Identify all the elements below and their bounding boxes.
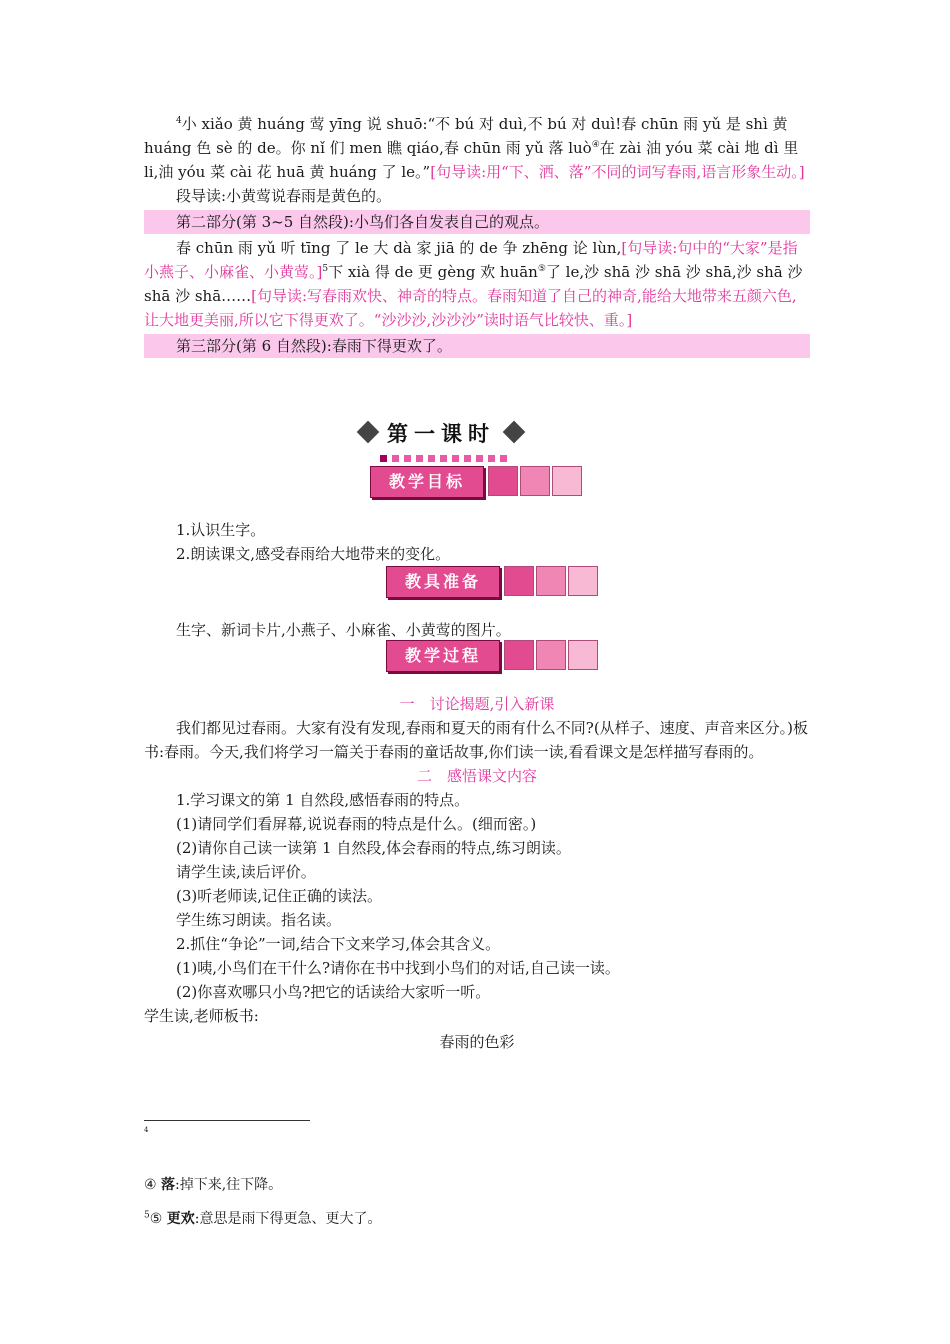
step-one-heading: 一 讨论揭题,引入新课 — [399, 695, 555, 713]
footnote-definition: :意思是雨下得更急、更大了。 — [194, 1211, 382, 1227]
square-icon — [488, 466, 518, 496]
footnote-marker: ④ — [591, 140, 600, 150]
footnote-marker: ④ — [144, 1177, 157, 1193]
part-two-band: 第二部分(第 3~5 自然段):小鸟们各自发表自己的观点。 — [144, 210, 810, 234]
step-line: 2.抓住“争论”一词,结合下文来学习,体会其含义。 — [176, 935, 501, 953]
step-line: (3)听老师读,记住正确的读法。 — [176, 887, 383, 905]
paragraph-5 — [144, 236, 810, 332]
step-line: (1)咦,小鸟们在干什么?请你在书中找到小鸟们的对话,自己读一读。 — [176, 959, 620, 977]
paragraph-text: 下 xià 得 de 更 gèng 欢 huān — [328, 263, 538, 281]
footnote-word: 更欢 — [166, 1211, 195, 1227]
goals-list — [144, 518, 810, 566]
goal-item: 2.朗读课文,感受春雨给大地带来的变化。 — [176, 545, 451, 563]
lesson-title: 第一课时 — [387, 422, 495, 446]
square-icon — [520, 466, 550, 496]
lesson-title-banner — [366, 412, 536, 462]
process-section — [144, 692, 810, 1054]
lesson-text — [144, 112, 810, 360]
square-icon — [504, 566, 534, 596]
square-icon — [568, 640, 598, 670]
footnote-divider — [144, 1120, 310, 1121]
board-text: 春雨的色彩 — [439, 1033, 515, 1051]
footnote-4 — [144, 1174, 282, 1194]
square-icon — [504, 640, 534, 670]
goal-item: 1.认识生字。 — [176, 521, 266, 539]
tools-label: 教具准备 — [386, 566, 500, 598]
paragraph-guide: 段导读:小黄莺说春雨是黄色的。 — [176, 187, 392, 205]
paragraph-text: 在 zài 油 yóu 菜 cài 地 dì 里 li,油 yóu 菜 cài 花 huā 黄 huáng 了 le。” — [144, 139, 799, 181]
step-line: (1)请同学们看屏幕,说说春雨的特点是什么。(细而密。) — [176, 815, 537, 833]
sentence-guide: [句导读:句中的“大家”是指小燕子、小麻雀、小黄莺。] — [144, 239, 798, 281]
footnote-word: 落 — [161, 1177, 176, 1193]
dotted-underline — [380, 448, 520, 456]
step-line: 请学生读,读后评价。 — [176, 863, 316, 881]
square-icon — [536, 640, 566, 670]
step-line: (2)你喜欢哪只小鸟?把它的话读给大家听一听。 — [176, 983, 491, 1001]
footnote-marker: ⑤ — [149, 1211, 163, 1227]
part-three-band: 第三部分(第 6 自然段):春雨下得更欢了。 — [144, 334, 810, 358]
paragraph-text: 小 xiǎo 黄 huáng 莺 yīng 说 shuō:“不 bú 对 duì,不 bú 对 duì!春 chūn 雨 yǔ 是 shì 黄 huáng 色 sè 的 de。你 nǐ 们 men 瞧 qiáo,春 chūn 雨 yǔ 落 luò — [144, 115, 788, 157]
footnote-5 — [144, 1208, 381, 1228]
tools-section — [144, 618, 810, 642]
square-icon — [552, 466, 582, 496]
sentence-guide: [句导读:用“下、洒、落”不同的词写春雨,语言形象生动。] — [430, 163, 805, 181]
paragraph-text: 了 le,沙 shā 沙 shā 沙 shā,沙 shā 沙 shā 沙 shā…… — [144, 263, 803, 305]
step-line: (2)请你自己读一读第 1 自然段,体会春雨的特点,练习朗读。 — [176, 839, 571, 857]
paragraph-number: 5 — [322, 264, 329, 274]
sentence-guide: [句导读:写春雨欢快、神奇的特点。春雨知道了自己的神奇,能给大地带来五颜六色,让大地更美丽,所以它下得更欢了。“沙沙沙,沙沙沙”读时语气比较快、重。] — [144, 287, 797, 329]
step-line: 学生练习朗读。指名读。 — [176, 911, 342, 929]
step-two-heading: 二 感悟课文内容 — [416, 767, 537, 785]
footnote-number: 5 — [144, 1210, 150, 1221]
footnote-number: 4 — [144, 1126, 149, 1134]
paragraph-number: 4 — [176, 116, 182, 126]
step-tail: 学生读,老师板书: — [144, 1007, 259, 1025]
step-one-text: 我们都见过春雨。大家有没有发现,春雨和夏天的雨有什么不同?(从样子、速度、声音来区分。)板书:春雨。今天,我们将学习一篇关于春雨的童话故事,你们读一读,看看课文是怎样描写春雨的。 — [144, 719, 809, 761]
footnote-definition: :掉下来,往下降。 — [175, 1177, 283, 1193]
step-line: 1.学习课文的第 1 自然段,感悟春雨的特点。 — [176, 791, 470, 809]
paragraph-4 — [144, 112, 810, 184]
goal-label: 教学目标 — [370, 466, 484, 498]
tools-text: 生字、新词卡片,小燕子、小麻雀、小黄莺的图片。 — [176, 621, 511, 639]
footnote-marker: ⑤ — [537, 264, 546, 274]
square-icon — [568, 566, 598, 596]
process-label: 教学过程 — [386, 640, 500, 672]
paragraph-text: 春 chūn 雨 yǔ 听 tīng 了 le 大 dà 家 jiā 的 de 争 zhēng 论 lùn, — [176, 239, 622, 257]
square-icon — [536, 566, 566, 596]
